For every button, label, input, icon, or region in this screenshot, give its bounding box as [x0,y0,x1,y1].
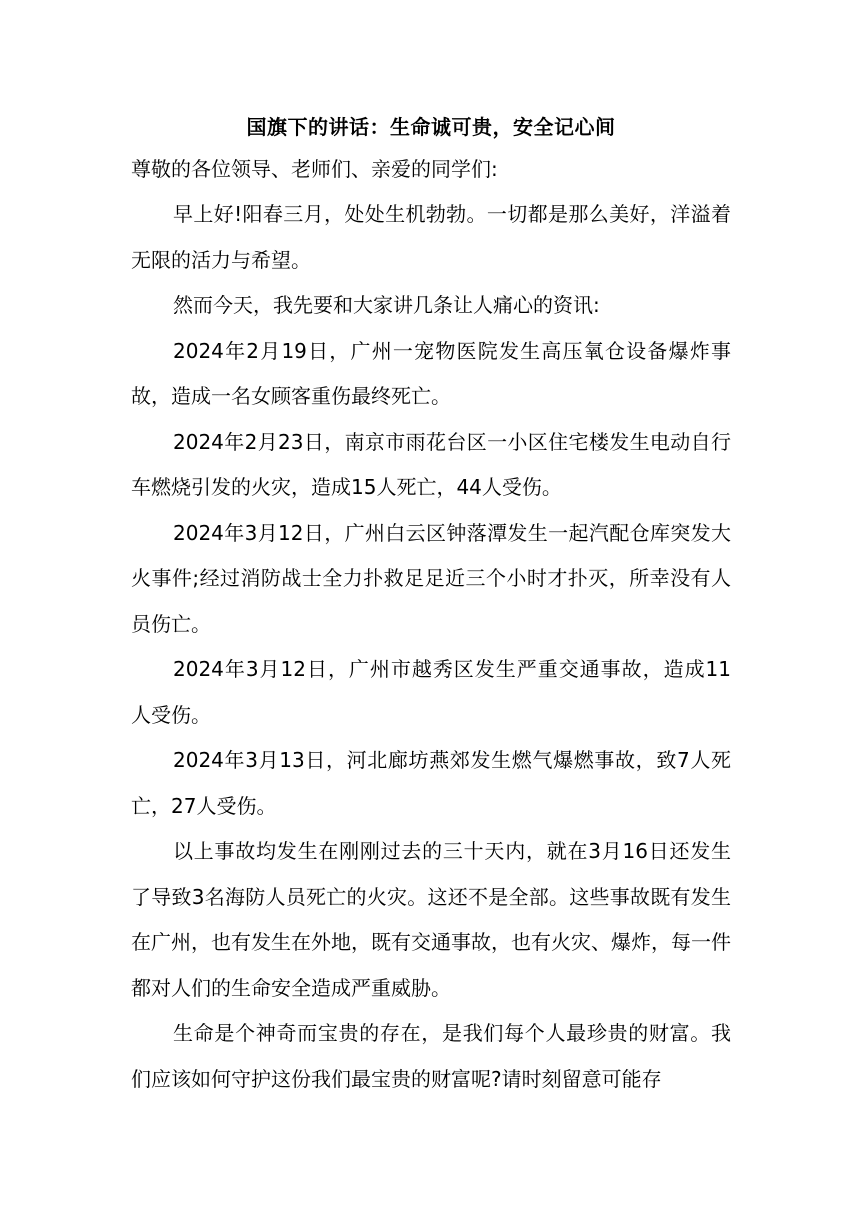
paragraph-news-1: 2024年2月19日，广州一宠物医院发生高压氧仓设备爆炸事故，造成一名女顾客重伤最终死亡。 [131,338,731,408]
paragraph-news-3: 2024年3月12日，广州白云区钟落潭发生一起汽配仓库突发大火事件;经过消防战士全力扑救足足近三个小时才扑灭，所幸没有人员伤亡。 [131,520,731,636]
salutation: 尊敬的各位领导、老师们、亲爱的同学们: [131,157,498,181]
paragraph-intro: 然而今天，我先要和大家讲几条让人痛心的资讯: [173,293,600,317]
paragraph-news-5: 2024年3月13日，河北廊坊燕郊发生燃气爆燃事故，致7人死亡，27人受伤。 [131,748,731,818]
paragraph-life: 生命是个神奇而宝贵的存在，是我们每个人最珍贵的财富。我们应该如何守护这份我们最宝贵的财富呢?请时刻留意可能存 [131,1021,731,1091]
paragraph-summary: 以上事故均发生在刚刚过去的三十天内，就在3月16日还发生了导致3名海防人员死亡的火灾。这还不是全部。这些事故既有发生在广州，也有发生在外地，既有交通事故，也有火灾、爆炸，每一件都对人们的生命安全造成严重威胁。 [131,839,731,1000]
document-body [131,110,731,1102]
paragraph-news-4: 2024年3月12日，广州市越秀区发生严重交通事故，造成11 人受伤。 [131,657,731,727]
paragraph-news-2: 2024年2月23日，南京市雨花台区一小区住宅楼发生电动自行车燃烧引发的火灾，造成15人死亡，44人受伤。 [131,429,731,499]
paragraph-greeting: 早上好!阳春三月，处处生机勃勃。一切都是那么美好，洋溢着无限的活力与希望。 [131,202,731,272]
document-title: 国旗下的讲话：生命诚可贵，安全记心间 [246,115,616,139]
